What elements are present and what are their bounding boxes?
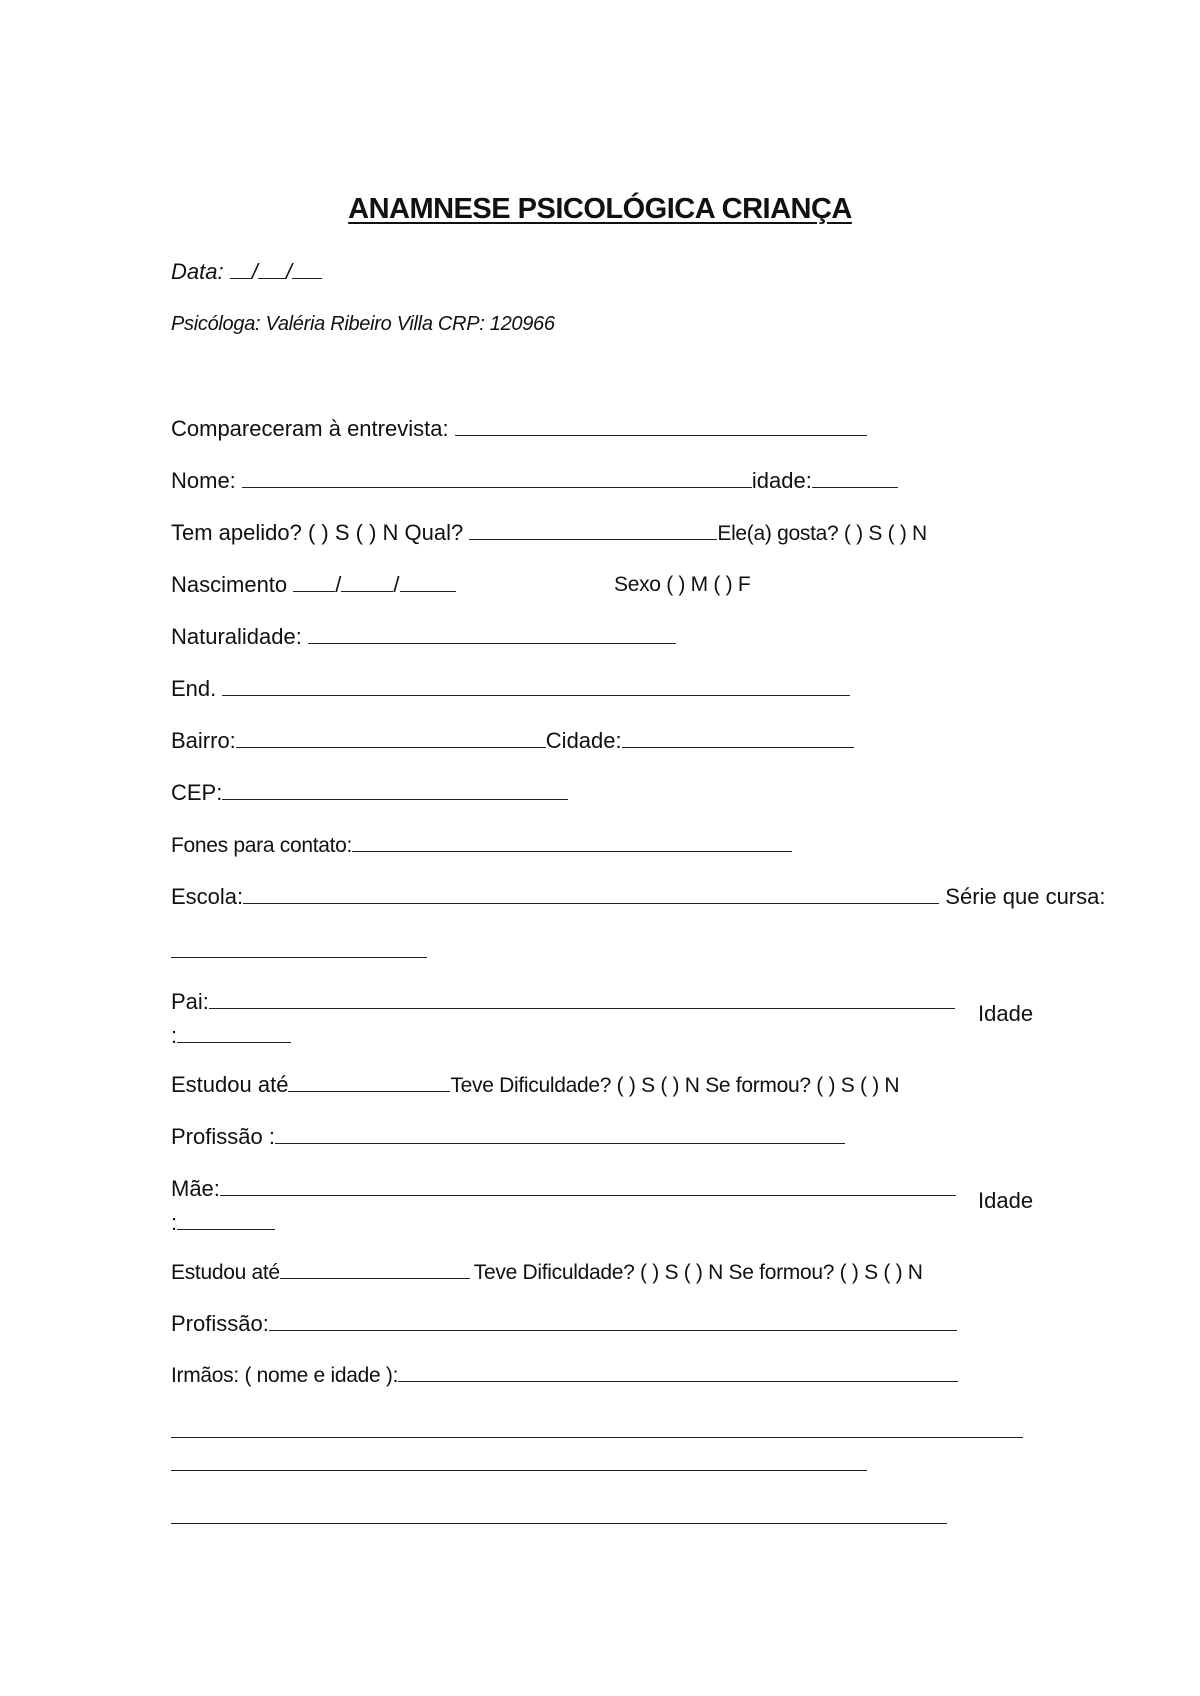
mother-difficulty-label: Teve Dificuldade? ( ) S ( ) N Se formou? ( ) S ( ) N (473, 1261, 923, 1284)
city-label: Cidade: (545, 728, 622, 753)
father-education-row (171, 1071, 899, 1100)
mother-age-label: Idade (978, 1188, 1034, 1213)
address-row (171, 675, 850, 703)
nickname-field[interactable] (469, 519, 717, 540)
school-row (171, 883, 1105, 911)
sex-options: Sexo ( ) M ( ) F (614, 573, 751, 596)
date-row (171, 258, 322, 286)
mother-profession-label: Profissão: (171, 1311, 269, 1336)
address-field[interactable] (222, 675, 850, 696)
age-label: idade: (751, 468, 812, 493)
name-label: Nome: (171, 468, 236, 493)
date-separator: / (251, 259, 258, 284)
mother-profession-field[interactable] (269, 1310, 957, 1331)
attendees-field[interactable] (455, 415, 867, 436)
birthplace-row (171, 623, 676, 651)
attendees-label: Compareceram à entrevista: (171, 416, 449, 441)
date-day-field[interactable] (230, 258, 252, 279)
date-month-field[interactable] (258, 258, 286, 279)
father-age-field[interactable] (177, 1022, 291, 1043)
birth-separator: / (335, 572, 342, 597)
father-education-label: Estudou até (171, 1072, 289, 1097)
city-field[interactable] (622, 727, 854, 748)
birth-year-field[interactable] (400, 571, 456, 592)
grade-label: Série que cursa: (945, 884, 1106, 909)
father-profession-row (171, 1123, 845, 1151)
phones-label: Fones para contato: (171, 834, 353, 857)
mother-profession-row (171, 1310, 957, 1338)
mother-label: Mãe: (171, 1176, 220, 1201)
date-label: Data: (171, 259, 224, 284)
age-field[interactable] (812, 467, 898, 488)
siblings-label: Irmãos: ( nome e idade ): (171, 1364, 399, 1387)
attendees-row (171, 415, 867, 443)
likes-nickname-label: Ele(a) gosta? ( ) S ( ) N (717, 522, 927, 545)
mother-name-field[interactable] (220, 1175, 956, 1196)
phones-row (171, 831, 792, 860)
name-field[interactable] (242, 467, 752, 488)
mother-row (171, 1175, 956, 1203)
father-profession-field[interactable] (275, 1123, 845, 1144)
mother-education-row (171, 1258, 923, 1287)
father-row (171, 988, 955, 1016)
phones-field[interactable] (352, 831, 792, 852)
father-name-field[interactable] (209, 988, 955, 1009)
date-year-field[interactable] (292, 258, 322, 279)
birth-month-field[interactable] (341, 571, 393, 592)
extra-line[interactable] (171, 1523, 947, 1524)
father-profession-label: Profissão : (171, 1124, 275, 1149)
name-row (171, 467, 898, 495)
nickname-label: Tem apelido? ( ) S ( ) N Qual? (171, 520, 464, 545)
zipcode-row (171, 779, 568, 807)
siblings-field[interactable] (398, 1361, 958, 1382)
zipcode-field[interactable] (222, 779, 568, 800)
birth-row (171, 571, 456, 599)
father-education-field[interactable] (288, 1071, 450, 1092)
date-separator: / (285, 259, 292, 284)
birth-label: Nascimento (171, 572, 288, 597)
father-age-row (171, 1022, 291, 1050)
birthplace-field[interactable] (308, 623, 676, 644)
psychologist-info: Psicóloga: Valéria Ribeiro Villa CRP: 120966 (171, 313, 555, 335)
extra-line[interactable] (171, 1470, 867, 1471)
extra-line[interactable] (171, 1437, 1023, 1438)
father-age-label: Idade (978, 1001, 1034, 1026)
siblings-row (171, 1361, 958, 1390)
father-label: Pai: (171, 989, 209, 1014)
mother-age-colon: : (171, 1210, 178, 1235)
birthplace-label: Naturalidade: (171, 624, 302, 649)
birth-day-field[interactable] (293, 571, 335, 592)
mother-education-field[interactable] (280, 1258, 470, 1279)
father-age-colon: : (171, 1023, 178, 1048)
neighborhood-label: Bairro: (171, 728, 236, 753)
mother-age-row (171, 1209, 275, 1237)
school-field[interactable] (243, 883, 939, 904)
nickname-row (171, 519, 927, 548)
page-title: ANAMNESE PSICOLÓGICA CRIANÇA (348, 193, 852, 225)
mother-age-field[interactable] (177, 1209, 275, 1230)
birth-separator: / (393, 572, 400, 597)
school-label: Escola: (171, 884, 244, 909)
father-difficulty-label: Teve Dificuldade? ( ) S ( ) N Se formou? ( ) S ( ) N (450, 1074, 900, 1097)
neighborhood-field[interactable] (236, 727, 546, 748)
zipcode-label: CEP: (171, 780, 223, 805)
mother-education-label: Estudou até (171, 1261, 280, 1284)
neighborhood-row (171, 727, 854, 755)
address-label: End. (171, 676, 217, 701)
grade-field[interactable] (171, 957, 427, 958)
